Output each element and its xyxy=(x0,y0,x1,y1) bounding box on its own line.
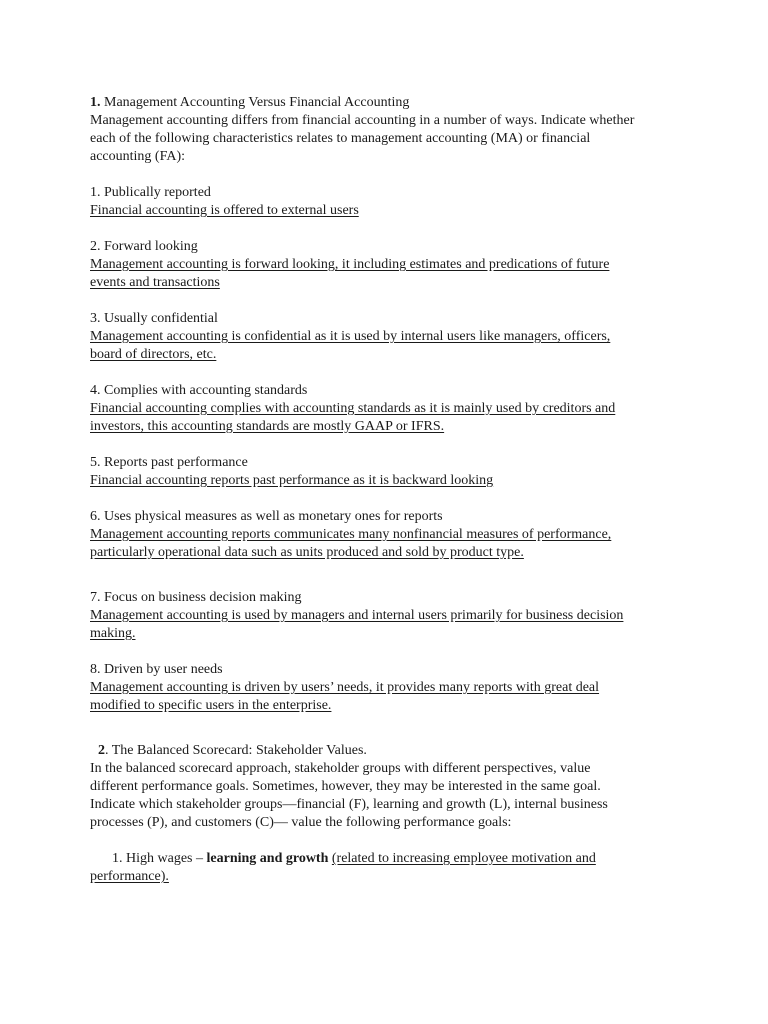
item-label: 1. Publically reported xyxy=(90,185,211,200)
section1-number: 1. xyxy=(90,95,101,110)
section1-intro-line: Management accounting differs from financial accounting in a number of ways. Indicate whether xyxy=(90,113,635,128)
section1-item xyxy=(90,508,690,562)
item-answer: Management accounting is forward looking, it including estimates and predications of future xyxy=(90,257,610,272)
item-answer: making. xyxy=(90,626,136,641)
item-answer: Financial accounting reports past performance as it is backward looking xyxy=(90,473,494,488)
item-label: 5. Reports past performance xyxy=(90,455,248,470)
item-label: 7. Focus on business decision making xyxy=(90,590,302,605)
section1-item xyxy=(90,589,690,643)
section2-number: 2 xyxy=(98,743,105,758)
item-answer: particularly operational data such as units produced and sold by product type. xyxy=(90,545,524,560)
section1-item xyxy=(90,184,690,220)
item-label: 2. Forward looking xyxy=(90,239,198,254)
item-label: 4. Complies with accounting standards xyxy=(90,383,308,398)
section1-title: Management Accounting Versus Financial Accounting xyxy=(100,95,410,110)
item-answer: investors, this accounting standards are mostly GAAP or IFRS. xyxy=(90,419,445,434)
section2-title: . The Balanced Scorecard: Stakeholder Values. xyxy=(105,743,367,758)
item-answer: Management accounting is used by managers and internal users primarily for business decision xyxy=(90,608,624,623)
item-answer: board of directors, etc. xyxy=(90,347,217,362)
item-answer: Management accounting is confidential as it is used by internal users like managers, officers, xyxy=(90,329,611,344)
item-answer-continued: performance). xyxy=(90,869,169,884)
item-bold-answer: learning and growth xyxy=(206,851,329,866)
section2-item xyxy=(90,850,690,868)
section1-item xyxy=(90,454,690,490)
item-answer: Management accounting is driven by users’ needs, it provides many reports with great deal xyxy=(90,680,600,695)
section1-item xyxy=(90,310,690,364)
section1-item xyxy=(90,661,690,715)
section1-intro-line: each of the following characteristics relates to management accounting (MA) or financial xyxy=(90,131,591,146)
item-answer: events and transactions xyxy=(90,275,220,290)
section2-intro-line: processes (P), and customers (C)— value the following performance goals: xyxy=(90,815,512,830)
section2-heading xyxy=(90,742,690,760)
section1-item xyxy=(90,238,690,292)
section2-intro-line: In the balanced scorecard approach, stakeholder groups with different perspectives, value xyxy=(90,761,591,776)
item-label: 3. Usually confidential xyxy=(90,311,218,326)
document-content xyxy=(90,94,690,886)
item-answer: Financial accounting is offered to external users xyxy=(90,203,359,218)
item-answer: (related to increasing employee motivation and xyxy=(331,851,596,866)
item-label: 1. High wages – xyxy=(112,851,207,866)
section2-intro-line: Indicate which stakeholder groups—financial (F), learning and growth (L), internal business xyxy=(90,797,608,812)
item-answer: modified to specific users in the enterprise. xyxy=(90,698,332,713)
section1-heading xyxy=(90,94,690,112)
item-answer: Financial accounting complies with accounting standards as it is mainly used by creditors and xyxy=(90,401,616,416)
item-label: 8. Driven by user needs xyxy=(90,662,223,677)
item-label: 6. Uses physical measures as well as monetary ones for reports xyxy=(90,509,443,524)
section1-item xyxy=(90,382,690,436)
section1-intro-line: accounting (FA): xyxy=(90,149,185,164)
item-answer: Management accounting reports communicates many nonfinancial measures of performance, xyxy=(90,527,612,542)
section2-intro-line: different performance goals. Sometimes, however, they may be interested in the same goal. xyxy=(90,779,601,794)
